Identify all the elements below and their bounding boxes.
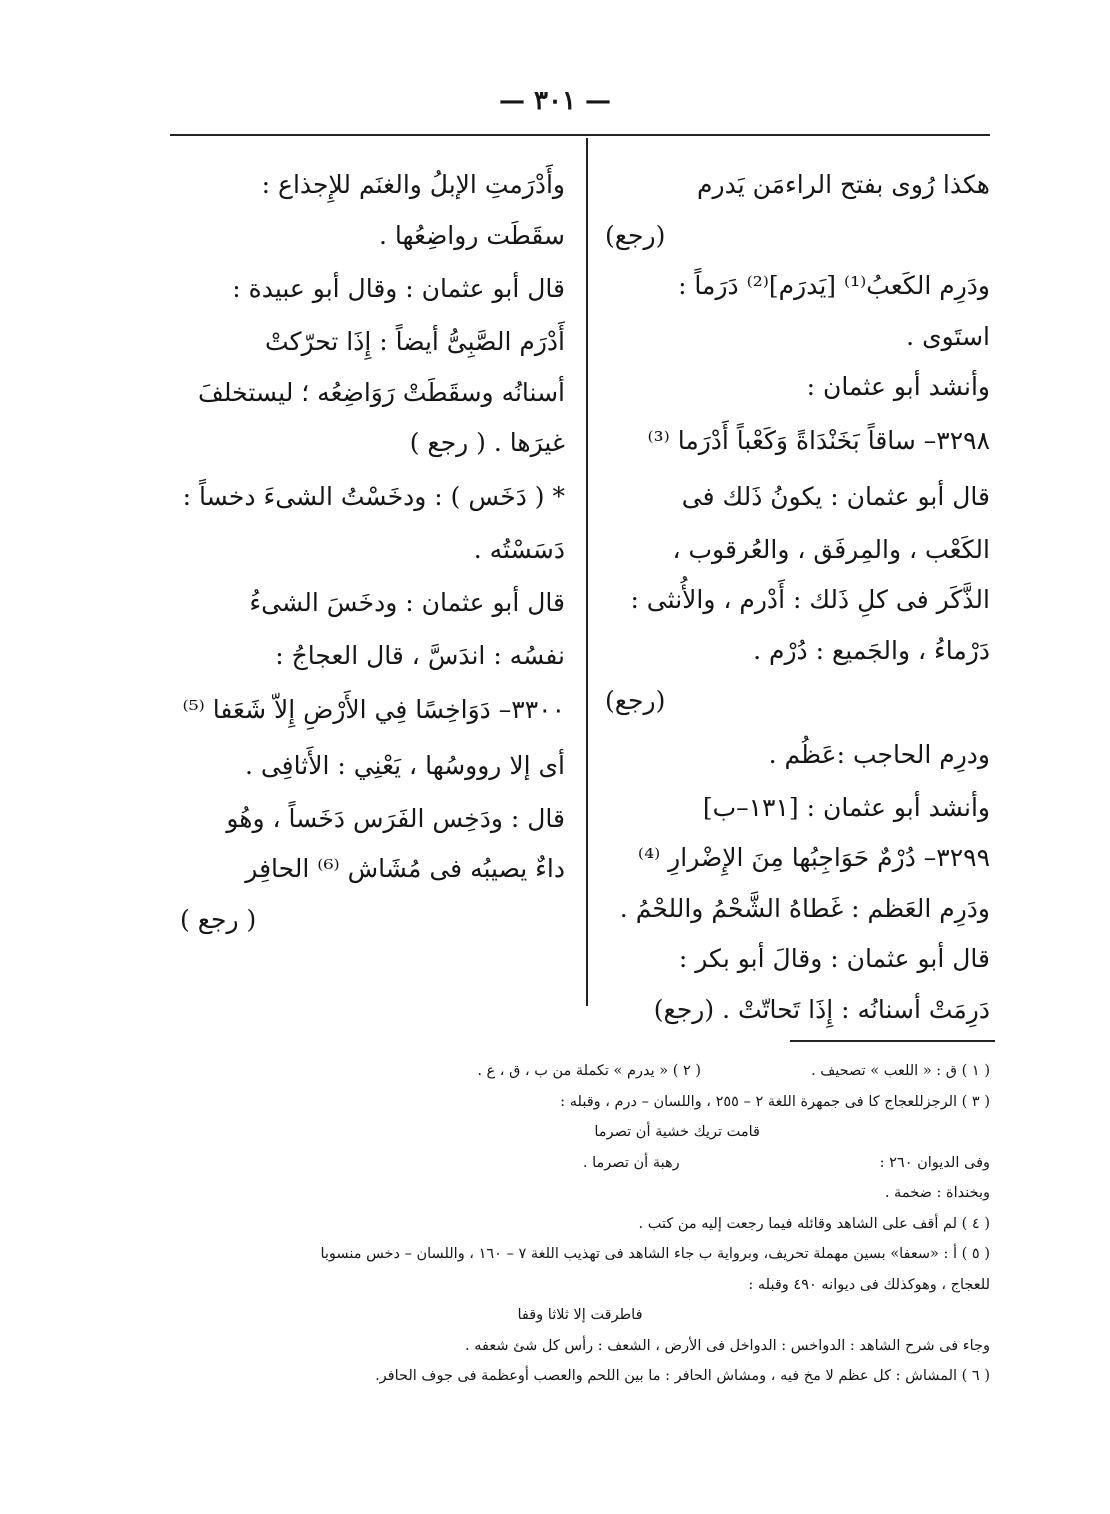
text-line: ودرِم الحاجب :عَظُم . bbox=[768, 739, 990, 769]
text-line: وأنشد أبو عثمان : bbox=[806, 372, 990, 401]
footnote-rule bbox=[790, 1040, 995, 1042]
text-line: قال أبو عثمان : وقالَ أبو بكر : bbox=[678, 944, 990, 973]
header-rule bbox=[170, 134, 990, 136]
section-marker: ( رجع ) bbox=[180, 904, 257, 934]
section-marker: (رجع) bbox=[605, 220, 666, 250]
text-line: دَرِمَتْ أسنانُه : إِذَا تَحاتّتْ . (رجع) bbox=[653, 994, 990, 1024]
text-line: وأَدْرَمتِ الإبلُ والغنَم للإِجذاع : bbox=[261, 170, 565, 199]
footnote-3: ( ٣ ) الرجزللعجاج كا فى جمهرة اللغة ٢ – ٢٥٥ ، واللسان – درم ، وقبله : bbox=[560, 1093, 990, 1110]
text-line: الذَّكَر فى كلِ ذَلك : أَدْرم ، والأُنثى : bbox=[630, 585, 990, 614]
text-line: قال : ودَخِس الفَرَس دَخَساً ، وهُو bbox=[226, 803, 565, 833]
footnote-5-cont: للعجاج ، وهوكذلك فى ديوانه ٤٩٠ وقبله : bbox=[748, 1276, 990, 1293]
text-line: قال أبو عثمان : يكونُ ذَلك فى bbox=[681, 481, 990, 511]
text-line: نفسُه : اندَسَّ ، قال العجاجُ : bbox=[275, 641, 565, 670]
text-line: هكذا رُوى بفتح الراءمَن يَدرم bbox=[697, 170, 990, 199]
text-line: دَرْماءُ ، والجَميع : دُرْم . bbox=[753, 635, 990, 665]
text-line: داءٌ يصيبُه فى مُشَاش ⁽⁶⁾ الحافِر bbox=[245, 854, 565, 883]
verse-line: ٣٣٠٠– دَوَاخِسًا فِي الأَرْضِ إِلاّ شَعَفا ⁽⁵⁾ bbox=[182, 694, 565, 724]
footnote-5: ( ٥ ) أ : «سعفا» بسين مهملة تحريف، وبرواية ب جاء الشاهد فى تهذيب اللغة ٧ – ١٦٠ ، واللسان – دخس منسوبا bbox=[320, 1246, 990, 1262]
text-line: استَوى . bbox=[906, 321, 990, 351]
verse-line: ٣٢٩٩– دُرْمٌ حَوَاجِبُها مِنَ الإِضْرارِ ⁽⁴⁾ bbox=[637, 843, 990, 872]
text-line: أى إلا رووسُها ، يَعْنِي : الأَثافِى . bbox=[244, 750, 565, 780]
text-line: وأنشد أبو عثمان : [١٣١–ب] bbox=[702, 792, 990, 822]
footnote-4: ( ٤ ) لم أقف على الشاهد وقائله فيما رجعت إليه من كتب . bbox=[638, 1215, 990, 1232]
right-column bbox=[605, 160, 990, 1035]
page-number: — ٣٠١ — bbox=[498, 86, 612, 116]
text-line: قال أبو عثمان : وقال أبو عبيدة : bbox=[232, 274, 565, 303]
text-line: سقَطَت رواضِعُها . bbox=[378, 220, 565, 250]
text-line: أسنانُه وسقَطَتْ رَوَاضِعُه ؛ ليستخلفَ bbox=[198, 377, 565, 407]
text-line: غيرَها . ( رجع ) bbox=[409, 428, 565, 457]
footnote-verse: قامت تريك خشية أن تصرما bbox=[594, 1124, 760, 1140]
text-line: قال أبو عثمان : ودخَسَ الشىءُ bbox=[249, 588, 565, 617]
text-line: أَدْرَم الصَّبِىُّ أيضاً : إِذَا تحرّكتْ bbox=[265, 327, 565, 356]
footnotes bbox=[170, 1056, 990, 1392]
footnote-line bbox=[170, 1148, 990, 1179]
column-divider bbox=[586, 138, 588, 1006]
footnote-1: ( ١ ) ق : « اللعب » تصحيف . bbox=[811, 1063, 990, 1079]
text-line: دَسَسْتُه . bbox=[473, 534, 565, 564]
text-line: الكَعْب ، والمِرفَق ، والعُرقوب ، bbox=[672, 534, 990, 564]
verse-line: ٣٢٩٨– ساقاً بَخَنْدَاةً وَكَعْباً أَدْرَما ⁽³⁾ bbox=[647, 425, 990, 455]
footnote-diwan: وفى الديوان ٢٦٠ : bbox=[879, 1154, 990, 1171]
text-line: ودَرِم الكَعبُ⁽¹⁾ [يَدرَم]⁽²⁾ دَرَماً : bbox=[678, 271, 990, 300]
footnote-verse: فاطرقت إلا ثلاثا وقفا bbox=[517, 1307, 643, 1323]
footnote-2: ( ٢ ) « يدرم » تكملة من ب ، ق ، ع . bbox=[477, 1063, 702, 1079]
section-marker: (رجع) bbox=[605, 686, 666, 715]
left-column bbox=[180, 160, 565, 945]
footnote-verse: رهبة أن تصرما . bbox=[582, 1154, 680, 1171]
footnote-line bbox=[170, 1056, 990, 1087]
text-line: ودَرِم العَظم : غَطاهُ الشَّحْمُ واللحْمُ . bbox=[619, 893, 990, 923]
entry-heading: * ( دَخَس ) : ودخَسْتُ الشىءَ دخساً : bbox=[182, 481, 565, 511]
footnote-5-cont: وجاء فى شرح الشاهد : الدواخس : الدواخل فى الأرض ، الشعف : رأس كل شئ شعفه . bbox=[465, 1337, 990, 1354]
footnote-note: وبخنداة : ضخمة . bbox=[884, 1185, 990, 1201]
footnote-6: ( ٦ ) المشاش : كل عظم لا مخ فيه ، ومشاش الحافر : ما بين اللحم والعصب أوعظمة فى جوف الحافر. bbox=[375, 1368, 990, 1384]
